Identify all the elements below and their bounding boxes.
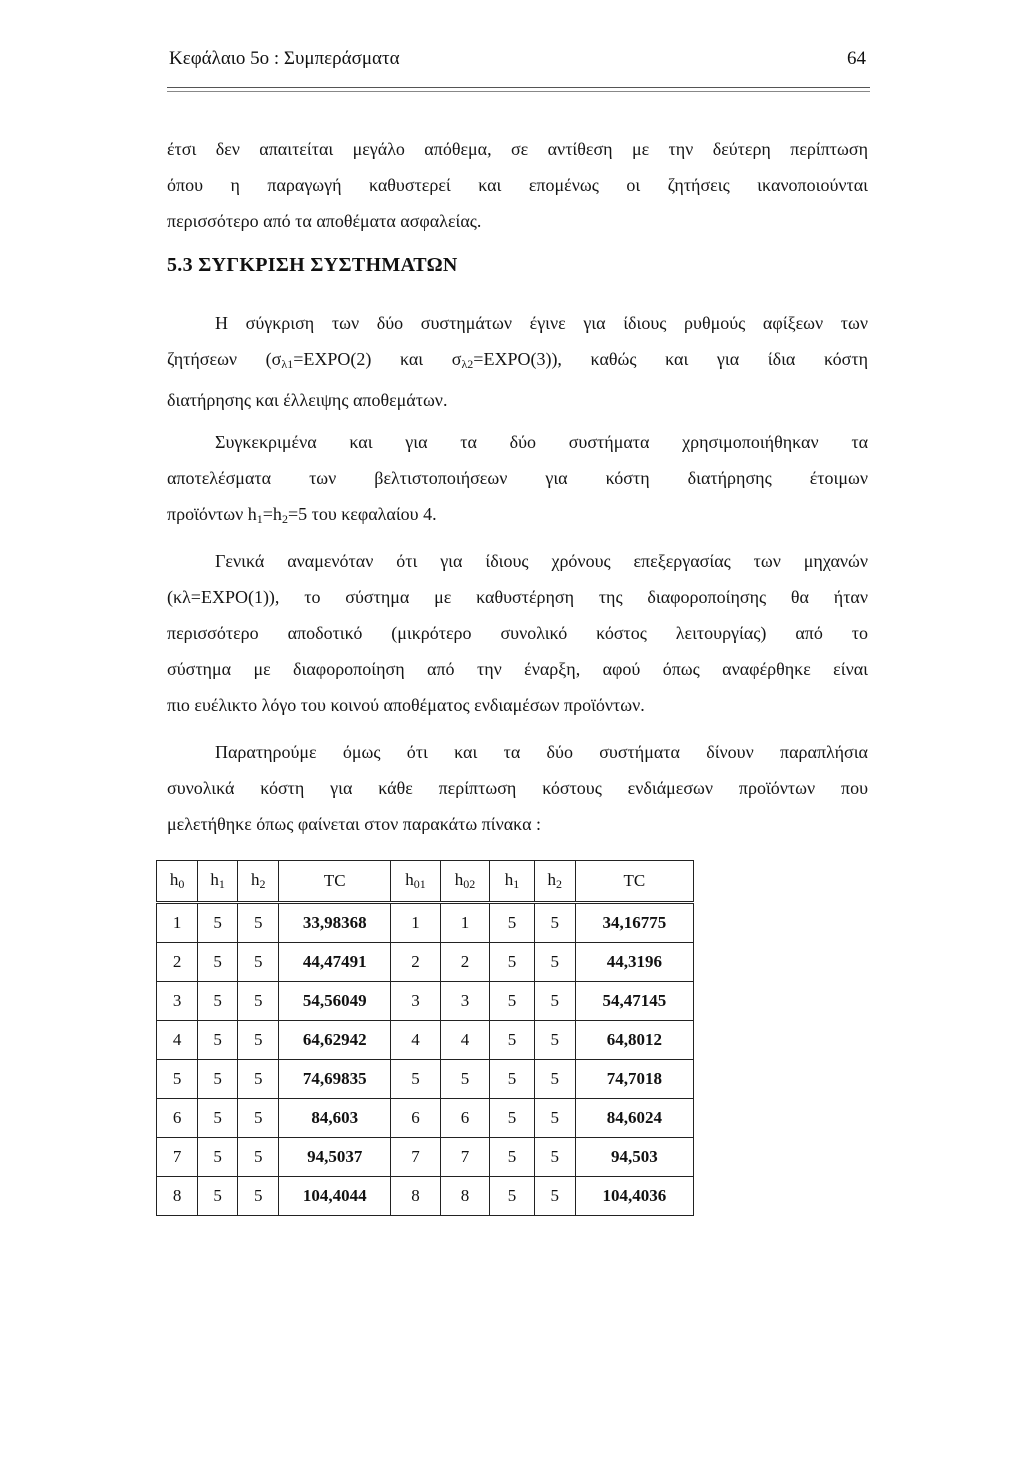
table-cell: 5 [238, 1060, 279, 1099]
table-cell: 54,56049 [279, 982, 391, 1021]
table-cell: 5 [490, 982, 534, 1021]
paragraph-line: Παρατηρούμε όμως ότι και τα δύο συστήματα δίνουν παραπλήσια [215, 742, 868, 762]
paragraph-intro [167, 131, 868, 239]
table-cell: 5 [490, 1021, 534, 1060]
table-cell: 8 [391, 1177, 441, 1216]
table-cell: 2 [440, 943, 490, 982]
paragraph-line: πιο ευέλικτο λόγο του κοινού αποθέματος ενδιαμέσων προϊόντων. [167, 695, 645, 715]
paragraph-comparison [167, 305, 868, 418]
text-fragment: =5 του κεφαλαίου 4. [287, 504, 437, 524]
table-cell: 6 [391, 1099, 441, 1138]
table-cell: 5 [534, 1099, 575, 1138]
subscript: 1 [256, 512, 263, 526]
table-row [157, 1021, 694, 1060]
paragraph-line [167, 341, 868, 382]
table-cell: 5 [534, 1021, 575, 1060]
paragraph-line: διατήρησης και έλλειψης αποθεμάτων. [167, 390, 448, 410]
table-cell: 74,7018 [575, 1060, 693, 1099]
paragraph-line: μελετήθηκε όπως φαίνεται στον παρακάτω πίνακα : [167, 814, 542, 834]
table-cell: 5 [534, 1060, 575, 1099]
text-fragment: προϊόντων h [167, 504, 257, 524]
table-cell: 5 [238, 1021, 279, 1060]
table-cell: 64,62942 [279, 1021, 391, 1060]
paragraph-line: έτσι δεν απαιτείται μεγάλο απόθεμα, σε αντίθεση με την δεύτερη περίπτωση [167, 139, 868, 159]
table-cell: 5 [534, 1177, 575, 1216]
table-cell: 2 [391, 943, 441, 982]
table-cell: 5 [238, 1177, 279, 1216]
table-cell: 5 [534, 903, 575, 943]
table-row [157, 1099, 694, 1138]
table-cell: 5 [490, 903, 534, 943]
paragraph-expectation [167, 543, 868, 723]
table-header-cell [198, 861, 238, 903]
table-cell: 5 [440, 1060, 490, 1099]
table-cell: 7 [391, 1138, 441, 1177]
table-cell: 5 [198, 1060, 238, 1099]
subscript: λ2 [461, 357, 474, 371]
table-header-cell [238, 861, 279, 903]
table-cell: 5 [198, 1177, 238, 1216]
table-cell: 5 [238, 943, 279, 982]
table-cell: 94,503 [575, 1138, 693, 1177]
table-cell: 5 [198, 982, 238, 1021]
table-header-cell [490, 861, 534, 903]
table-cell: 44,47491 [279, 943, 391, 982]
table-cell: 6 [440, 1099, 490, 1138]
header-text: TC [623, 871, 646, 890]
header-subscript: 2 [555, 877, 562, 891]
table-cell: 33,98368 [279, 903, 391, 943]
header-subscript: 02 [463, 877, 476, 891]
header-divider [167, 87, 870, 92]
section-heading: 5.3 ΣΥΓΚΡΙΣΗ ΣΥΣΤΗΜΑΤΩΝ [167, 254, 458, 276]
table-cell: 5 [490, 1099, 534, 1138]
page-header [167, 46, 870, 76]
table-header-cell [157, 861, 198, 903]
table-cell: 3 [440, 982, 490, 1021]
table-cell: 1 [157, 903, 198, 943]
paragraph-line [167, 496, 868, 537]
table-cell: 84,6024 [575, 1099, 693, 1138]
table-cell: 5 [490, 1177, 534, 1216]
paragraph-line: Η σύγκριση των δύο συστημάτων έγινε για ίδιους ρυθμούς αφίξεων των [215, 313, 868, 333]
table-cell: 5 [490, 943, 534, 982]
table-cell: 5 [198, 903, 238, 943]
table-cell: 5 [534, 982, 575, 1021]
table-cell: 5 [534, 943, 575, 982]
header-subscript: 2 [259, 877, 266, 891]
table-cell: 5 [238, 903, 279, 943]
table-header-cell [391, 861, 441, 903]
header-subscript: 1 [513, 877, 520, 891]
table-cell: 104,4044 [279, 1177, 391, 1216]
header-text: h [454, 870, 464, 889]
table-header-cell [440, 861, 490, 903]
paragraph-line: (κλ=EXPO(1)), το σύστημα με καθυστέρηση της διαφοροποίησης θα ήταν [167, 587, 868, 607]
text-fragment: =EXPO(2) και σ [293, 349, 462, 369]
table-cell: 5 [238, 1099, 279, 1138]
table-cell: 1 [391, 903, 441, 943]
table-cell: 2 [157, 943, 198, 982]
results-table [156, 860, 694, 1216]
header-text: h [547, 870, 556, 889]
table-cell: 54,47145 [575, 982, 693, 1021]
page-number: 64 [847, 48, 866, 69]
table-cell: 5 [198, 943, 238, 982]
table-cell: 5 [238, 982, 279, 1021]
table-cell: 5 [490, 1060, 534, 1099]
paragraph-line: περισσότερο αποδοτικό (μικρότερο συνολικό κόστος λειτουργίας) από το [167, 623, 868, 643]
paragraph-specifics [167, 424, 868, 537]
table-cell: 5 [198, 1138, 238, 1177]
table-cell: 5 [198, 1099, 238, 1138]
paragraph-line: αποτελέσματα των βελτιστοποιήσεων για κόστη διατήρησης έτοιμων [167, 468, 868, 488]
header-subscript: 0 [178, 877, 185, 891]
table-cell: 4 [157, 1021, 198, 1060]
table-row [157, 1177, 694, 1216]
header-subscript: 1 [218, 877, 225, 891]
table-cell: 74,69835 [279, 1060, 391, 1099]
table-header-cell [575, 861, 693, 903]
header-text: h [504, 870, 514, 889]
table-cell: 7 [440, 1138, 490, 1177]
table-cell: 4 [391, 1021, 441, 1060]
paragraph-line: περισσότερο από τα αποθέματα ασφαλείας. [167, 211, 482, 231]
paragraph-line: Γενικά αναμενόταν ότι για ίδιους χρόνους επεξεργασίας των μηχανών [215, 551, 868, 571]
table-cell: 1 [440, 903, 490, 943]
paragraph-line: συνολικά κόστη για κάθε περίπτωση κόστους ενδιάμεσων προϊόντων που [167, 778, 868, 798]
chapter-title: Κεφάλαιο 5ο : Συμπεράσματα [169, 48, 400, 69]
header-text: TC [323, 871, 346, 890]
table-cell: 104,4036 [575, 1177, 693, 1216]
table-header-cell [279, 861, 391, 903]
header-text: h [251, 870, 260, 889]
table-cell: 3 [391, 982, 441, 1021]
paragraph-line: σύστημα με διαφοροποίηση από την έναρξη, αφού όπως αναφέρθηκε είναι [167, 659, 868, 679]
table-header-cell [534, 861, 575, 903]
table-cell: 5 [238, 1138, 279, 1177]
subscript: λ1 [281, 357, 294, 371]
table-cell: 64,8012 [575, 1021, 693, 1060]
table-cell: 84,603 [279, 1099, 391, 1138]
table-cell: 44,3196 [575, 943, 693, 982]
table-row [157, 903, 694, 943]
table-cell: 8 [157, 1177, 198, 1216]
table-cell: 8 [440, 1177, 490, 1216]
table-cell: 6 [157, 1099, 198, 1138]
table-cell: 5 [391, 1060, 441, 1099]
table-cell: 5 [490, 1138, 534, 1177]
table-cell: 4 [440, 1021, 490, 1060]
table-cell: 94,5037 [279, 1138, 391, 1177]
table-row [157, 982, 694, 1021]
table-header-row [157, 861, 694, 903]
table-cell: 7 [157, 1138, 198, 1177]
text-fragment: ζητήσεων (σ [167, 349, 282, 369]
paragraph-line: όπου η παραγωγή καθυστερεί και επομένως οι ζητήσεις ικανοποιούνται [167, 175, 868, 195]
table-cell: 34,16775 [575, 903, 693, 943]
table-cell: 3 [157, 982, 198, 1021]
table-cell: 5 [534, 1138, 575, 1177]
table-cell: 5 [157, 1060, 198, 1099]
header-text: h [405, 870, 414, 889]
text-fragment: =EXPO(3)), καθώς και για ίδια κόστη [473, 349, 868, 369]
table-row [157, 1138, 694, 1177]
paragraph-observation [167, 734, 868, 842]
subscript: 2 [281, 512, 288, 526]
table-cell: 5 [198, 1021, 238, 1060]
text-fragment: =h [262, 504, 282, 524]
header-subscript: 01 [413, 877, 426, 891]
paragraph-line: Συγκεκριμένα και για τα δύο συστήματα χρησιμοποιήθηκαν τα [215, 432, 868, 452]
table-row [157, 943, 694, 982]
table-row [157, 1060, 694, 1099]
header-text: h [169, 870, 179, 889]
header-text: h [210, 870, 219, 889]
table-body [157, 903, 694, 1216]
